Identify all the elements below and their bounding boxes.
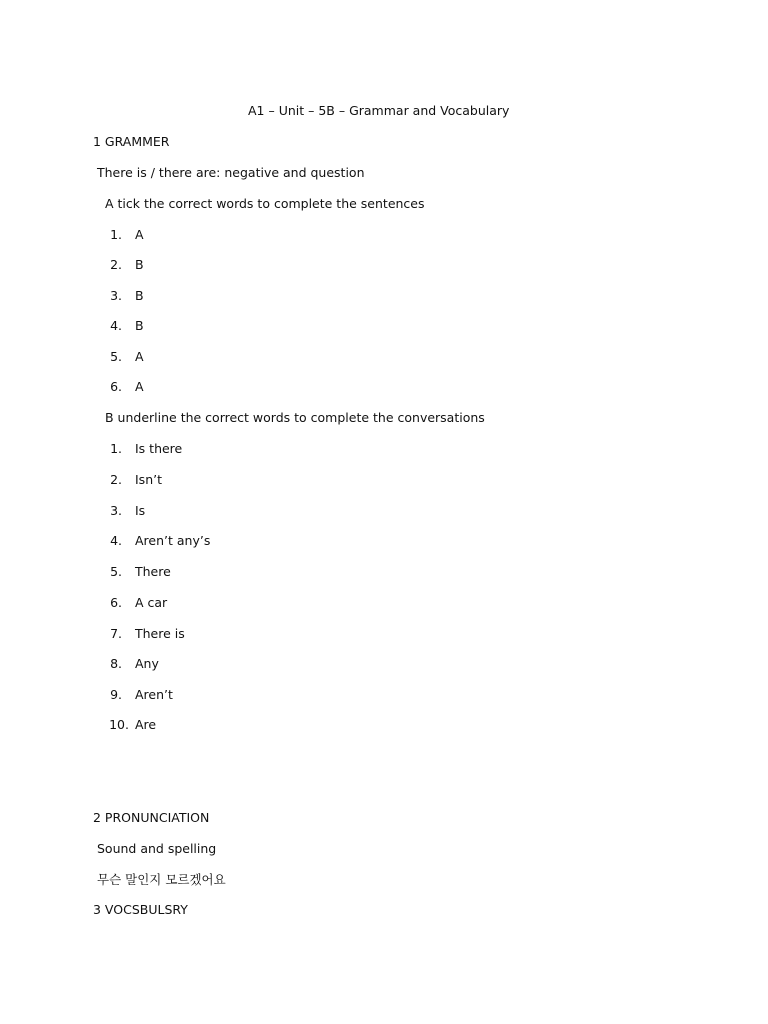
list-item-number: 2. — [110, 472, 122, 487]
list-item-text: A car — [135, 595, 168, 610]
grammar-heading: 1 GRAMMER — [93, 134, 170, 149]
list-item-text: B — [135, 288, 144, 303]
list-item-text: Aren’t any’s — [135, 533, 211, 548]
vocabulary-heading: 3 VOCSBULSRY — [93, 902, 188, 917]
list-item-text: B — [135, 318, 144, 333]
grammar-subheading: There is / there are: negative and question — [97, 165, 365, 180]
list-item-number: 4. — [110, 533, 122, 548]
list-item-text: A — [135, 349, 144, 364]
part-b-instruction: B underline the correct words to complete the conversations — [105, 410, 485, 425]
list-item-text: There is — [135, 626, 185, 641]
list-item-text: A — [135, 227, 144, 242]
pronunciation-note: 무슨 말인지 모르겠어요 — [97, 872, 226, 887]
list-item-number: 5. — [110, 349, 122, 364]
list-item-text: Isn’t — [135, 472, 162, 487]
list-item-text: There — [135, 564, 171, 579]
list-item-number: 6. — [110, 379, 122, 394]
list-item-text: B — [135, 257, 144, 272]
list-item-number: 10. — [109, 717, 129, 732]
list-item-number: 7. — [110, 626, 122, 641]
document-title: A1 – Unit – 5B – Grammar and Vocabulary — [248, 103, 510, 118]
list-item-number: 2. — [110, 257, 122, 272]
part-a-instruction: A tick the correct words to complete the sentences — [105, 196, 425, 211]
list-item-text: Aren’t — [135, 687, 173, 702]
list-item-number: 9. — [110, 687, 122, 702]
list-item-number: 6. — [110, 595, 122, 610]
list-item-text: Is there — [135, 441, 183, 456]
list-item-number: 4. — [110, 318, 122, 333]
list-item-number: 1. — [110, 441, 122, 456]
list-item-number: 5. — [110, 564, 122, 579]
list-item-text: Any — [135, 656, 159, 671]
list-item-number: 8. — [110, 656, 122, 671]
list-item-number: 1. — [110, 227, 122, 242]
pronunciation-heading: 2 PRONUNCIATION — [93, 810, 210, 825]
list-item-number: 3. — [110, 288, 122, 303]
pronunciation-subheading: Sound and spelling — [97, 841, 217, 856]
list-item-number: 3. — [110, 503, 122, 518]
list-item-text: A — [135, 379, 144, 394]
list-item-text: Are — [135, 717, 157, 732]
list-item-text: Is — [135, 503, 146, 518]
